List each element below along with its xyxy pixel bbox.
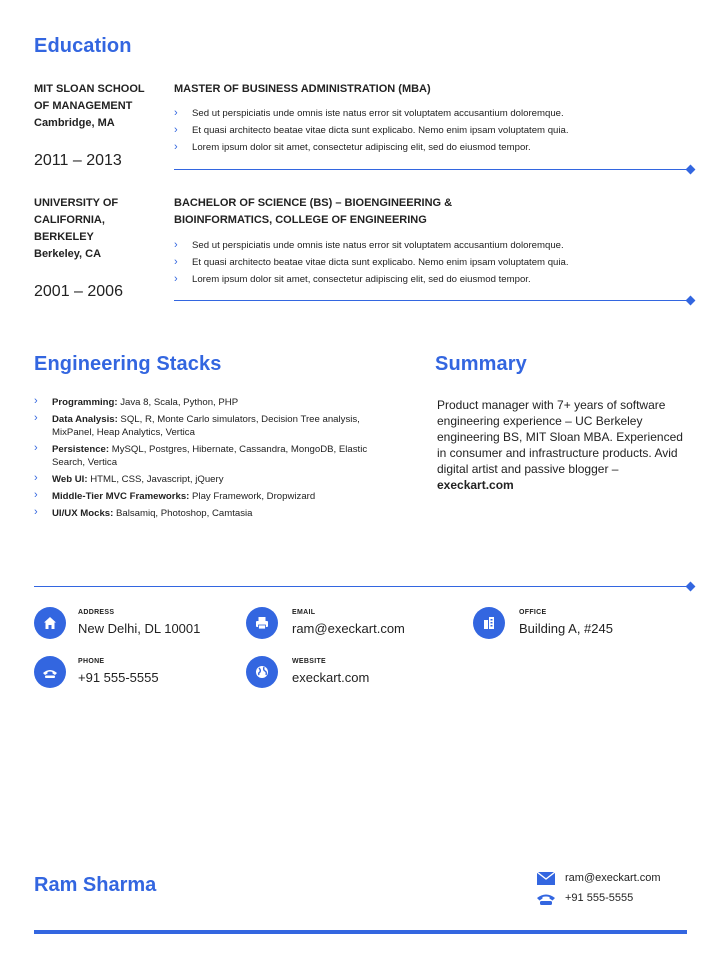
phone-icon	[34, 656, 66, 688]
list-item: › Persistence: MySQL, Postgres, Hibernate, Cassandra, MongoDB, Elastic Search, Vertica	[34, 443, 384, 469]
summary-text: Product manager with 7+ years of software engineering experience – UC Berkeley engineering BS, MIT Sloan MBA. Experienced in consumer and infrastructure products. Avid digital artist and passive blogger – execkart.com	[437, 398, 683, 492]
footer-phone[interactable]: +91 555-5555	[565, 892, 634, 904]
list-item: › Et quasi architecto beatae vitae dicta sunt explicabo. Nemo enim ipsam voluptatem quia.	[174, 254, 569, 271]
list-item: › Et quasi architecto beatae vitae dicta sunt explicabo. Nemo enim ipsam voluptatem quia.	[174, 122, 569, 139]
footer-email[interactable]: ram@execkart.com	[565, 872, 661, 884]
school-line: UNIVERSITY OF	[34, 197, 119, 209]
degree-line: BACHELOR OF SCIENCE (BS) – BIOENGINEERING &	[174, 197, 453, 209]
education-entry-2-years: 2001 – 2006	[34, 283, 123, 300]
education-entry-2-school	[34, 195, 164, 263]
school-line: BERKELEY	[34, 231, 94, 243]
list-item: › Lorem ipsum dolor sit amet, consectetur adipiscing elit, sed do eiusmod tempor.	[174, 271, 569, 288]
education-entry-1-bullets	[174, 105, 569, 156]
divider	[174, 169, 691, 170]
education-heading: Education	[34, 35, 132, 57]
list-item: › Web UI: HTML, CSS, Javascript, jQuery	[34, 473, 384, 486]
stacks-list	[34, 396, 384, 524]
list-item: › Data Analysis: SQL, R, Monte Carlo simulators, Decision Tree analysis, MixPanel, Heap Analytics, Vertica	[34, 413, 384, 439]
divider	[174, 300, 691, 301]
list-item: › Sed ut perspiciatis unde omnis iste natus error sit voluptatem accusantium doloremque.	[174, 237, 569, 254]
diamond-icon	[686, 582, 696, 592]
stacks-heading: Engineering Stacks	[34, 353, 222, 375]
email-value[interactable]: ram@execkart.com	[292, 621, 405, 636]
school-line: OF MANAGEMENT	[34, 100, 133, 112]
envelope-icon	[537, 872, 555, 890]
office-label: OFFICE	[519, 609, 547, 616]
education-entry-2-bullets	[174, 237, 569, 288]
building-icon	[473, 607, 505, 639]
phone-value[interactable]: +91 555-5555	[78, 670, 159, 685]
diamond-icon	[686, 165, 696, 175]
phone-icon	[536, 891, 556, 911]
address-value: New Delhi, DL 10001	[78, 621, 201, 636]
phone-label: PHONE	[78, 658, 105, 665]
education-entry-1-years: 2011 – 2013	[34, 152, 122, 169]
person-name: Ram Sharma	[34, 874, 157, 896]
website-value[interactable]: execkart.com	[292, 670, 370, 685]
education-entry-1-school	[34, 81, 164, 132]
printer-icon	[246, 607, 278, 639]
degree-line: MASTER OF BUSINESS ADMINISTRATION (MBA)	[174, 83, 431, 95]
education-entry-2-degree	[174, 195, 452, 229]
email-label: EMAIL	[292, 609, 316, 616]
education-entry-1-degree	[174, 81, 431, 98]
school-location: Berkeley, CA	[34, 248, 102, 260]
list-item: › Programming: Java 8, Scala, Python, PHP	[34, 396, 384, 409]
list-item: › Middle-Tier MVC Frameworks: Play Framework, Dropwizard	[34, 490, 384, 503]
globe-icon	[246, 656, 278, 688]
list-item: › Lorem ipsum dolor sit amet, consectetur adipiscing elit, sed do eiusmod tempor.	[174, 139, 569, 156]
address-label: ADDRESS	[78, 609, 115, 616]
summary-link[interactable]: execkart.com	[437, 478, 514, 492]
school-line: CALIFORNIA,	[34, 214, 105, 226]
list-item: › Sed ut perspiciatis unde omnis iste natus error sit voluptatem accusantium doloremque.	[174, 105, 569, 122]
summary-heading: Summary	[435, 353, 527, 375]
list-item: › UI/UX Mocks: Balsamiq, Photoshop, Camtasia	[34, 507, 384, 520]
office-value: Building A, #245	[519, 621, 613, 636]
degree-line: BIOINFORMATICS, COLLEGE OF ENGINEERING	[174, 214, 427, 226]
home-icon	[34, 607, 66, 639]
school-line: MIT SLOAN SCHOOL	[34, 83, 145, 95]
school-location: Cambridge, MA	[34, 117, 115, 129]
footer-bar	[34, 930, 687, 934]
divider	[34, 586, 691, 587]
website-label: WEBSITE	[292, 658, 326, 665]
diamond-icon	[686, 296, 696, 306]
